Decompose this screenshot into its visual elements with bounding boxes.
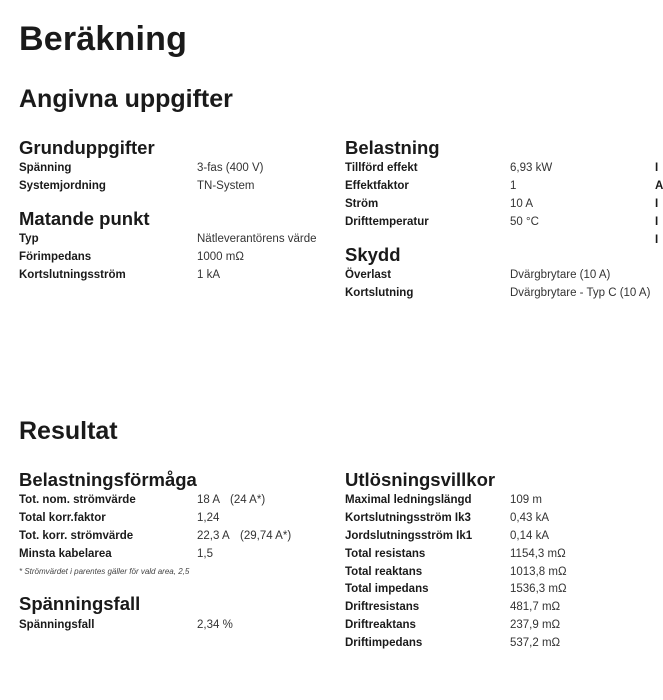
footnote: * Strömvärdet i parentes gäller för vald area, 2,5 [19,567,190,576]
truncated-column-char: I [655,162,659,174]
total-korr-faktor-label: Total korr.faktor [19,512,106,524]
strom-label: Ström [345,198,379,210]
jordslutningsstrom-ik1-value: 0,14 kA [510,530,549,542]
strom-value: 10 A [510,198,534,210]
typ-label: Typ [19,233,39,245]
tot-nom-stromvarde-row [19,491,329,509]
minsta-kabelarea-row [19,545,329,563]
tot-korr-stromvarde-extra: (29,74 A*) [240,530,292,542]
spanningsfall-title: Spänningsfall [19,593,141,614]
skydd-title: Skydd [345,244,401,265]
typ-value: Nätleverantörens värde [197,233,317,245]
forimpedans-row [19,248,339,266]
jordslutningsstrom-ik1-label: Jordslutningsström Ik1 [345,530,473,542]
driftimpedans-label: Driftimpedans [345,637,423,649]
overlast-value: Dvärgbrytare (10 A) [510,269,611,281]
total-impedans-row [345,580,645,598]
grunduppgifter-title: Grunduppgifter [19,137,155,158]
input-heading: Angivna uppgifter [19,85,233,113]
tot-korr-stromvarde-value: 22,3 A [197,530,230,542]
effektfaktor-value: 1 [510,180,517,192]
driftresistans-label: Driftresistans [345,601,420,613]
truncated-column-char: I [655,234,659,246]
total-reaktans-row [345,563,645,581]
tot-korr-stromvarde-label: Tot. korr. strömvärde [19,530,134,542]
truncated-column-char: A [655,180,663,192]
maximal-ledningslangd-label: Maximal ledningslängd [345,494,472,506]
utlosningsvillkor-title: Utlösningsvillkor [345,469,496,490]
kortslutning-label: Kortslutning [345,287,414,299]
forimpedans-label: Förimpedans [19,251,92,263]
overlast-label: Överlast [345,269,392,281]
drifttemperatur-value: 50 °C [510,216,539,228]
strom-row [345,195,645,213]
driftresistans-row [345,598,645,616]
tillford-effekt-label: Tillförd effekt [345,162,418,174]
tot-nom-stromvarde-value: 18 A [197,494,221,506]
result-heading: Resultat [19,417,118,445]
total-impedans-value: 1536,3 mΩ [510,583,567,595]
driftreaktans-label: Driftreaktans [345,619,416,631]
overlast-row [345,266,655,284]
kortslutning-row [345,284,655,302]
spanningsfall-label: Spänningsfall [19,619,95,631]
driftreaktans-row [345,616,645,634]
systemjordning-row [19,177,319,195]
total-korr-faktor-value: 1,24 [197,512,220,524]
belastning-title: Belastning [345,137,440,158]
truncated-column-char: I [655,216,659,228]
total-resistans-value: 1154,3 mΩ [510,548,566,560]
drifttemperatur-row [345,213,645,231]
kortslutningsstrom-value: 1 kA [197,269,221,281]
total-reaktans-value: 1013,8 mΩ [510,566,567,578]
kortslutningsstrom-ik3-row [345,509,645,527]
total-reaktans-label: Total reaktans [345,566,423,578]
matande-punkt-title: Matande punkt [19,208,150,229]
total-impedans-label: Total impedans [345,583,429,595]
maximal-ledningslangd-row [345,491,645,509]
minsta-kabelarea-value: 1,5 [197,548,213,560]
total-resistans-label: Total resistans [345,548,426,560]
driftimpedans-value: 537,2 mΩ [510,637,561,649]
minsta-kabelarea-label: Minsta kabelarea [19,548,112,560]
kortslutningsstrom-label: Kortslutningsström [19,269,126,281]
kortslutning-value: Dvärgbrytare - Typ C (10 A) [510,287,651,299]
typ-row [19,230,339,248]
tillford-effekt-row [345,159,645,177]
systemjordning-label: Systemjordning [19,180,106,192]
driftimpedans-row [345,634,645,652]
kortslutningsstrom-row [19,266,339,284]
kortslutningsstrom-ik3-value: 0,43 kA [510,512,549,524]
tot-nom-stromvarde-label: Tot. nom. strömvärde [19,494,136,506]
drifttemperatur-label: Drifttemperatur [345,216,429,228]
total-korr-faktor-row [19,509,329,527]
effektfaktor-label: Effektfaktor [345,180,409,192]
effektfaktor-row [345,177,645,195]
spanning-label: Spänning [19,162,72,174]
spanning-value: 3-fas (400 V) [197,162,264,174]
spanningsfall-value: 2,34 % [197,619,233,631]
systemjordning-value: TN-System [197,180,255,192]
spanningsfall-row [19,616,329,634]
truncated-column-char: I [655,198,659,210]
spanning-row [19,159,319,177]
maximal-ledningslangd-value: 109 m [510,494,542,506]
tillford-effekt-value: 6,93 kW [510,162,553,174]
jordslutningsstrom-ik1-row [345,527,645,545]
driftresistans-value: 481,7 mΩ [510,601,561,613]
kortslutningsstrom-ik3-label: Kortslutningsström Ik3 [345,512,471,524]
tot-nom-stromvarde-extra: (24 A*) [230,494,266,506]
total-resistans-row [345,545,645,563]
forimpedans-value: 1000 mΩ [197,251,244,263]
belastningsformaga-title: Belastningsförmåga [19,469,197,490]
page-title: Beräkning [19,20,188,58]
tot-korr-stromvarde-row [19,527,329,545]
driftreaktans-value: 237,9 mΩ [510,619,561,631]
